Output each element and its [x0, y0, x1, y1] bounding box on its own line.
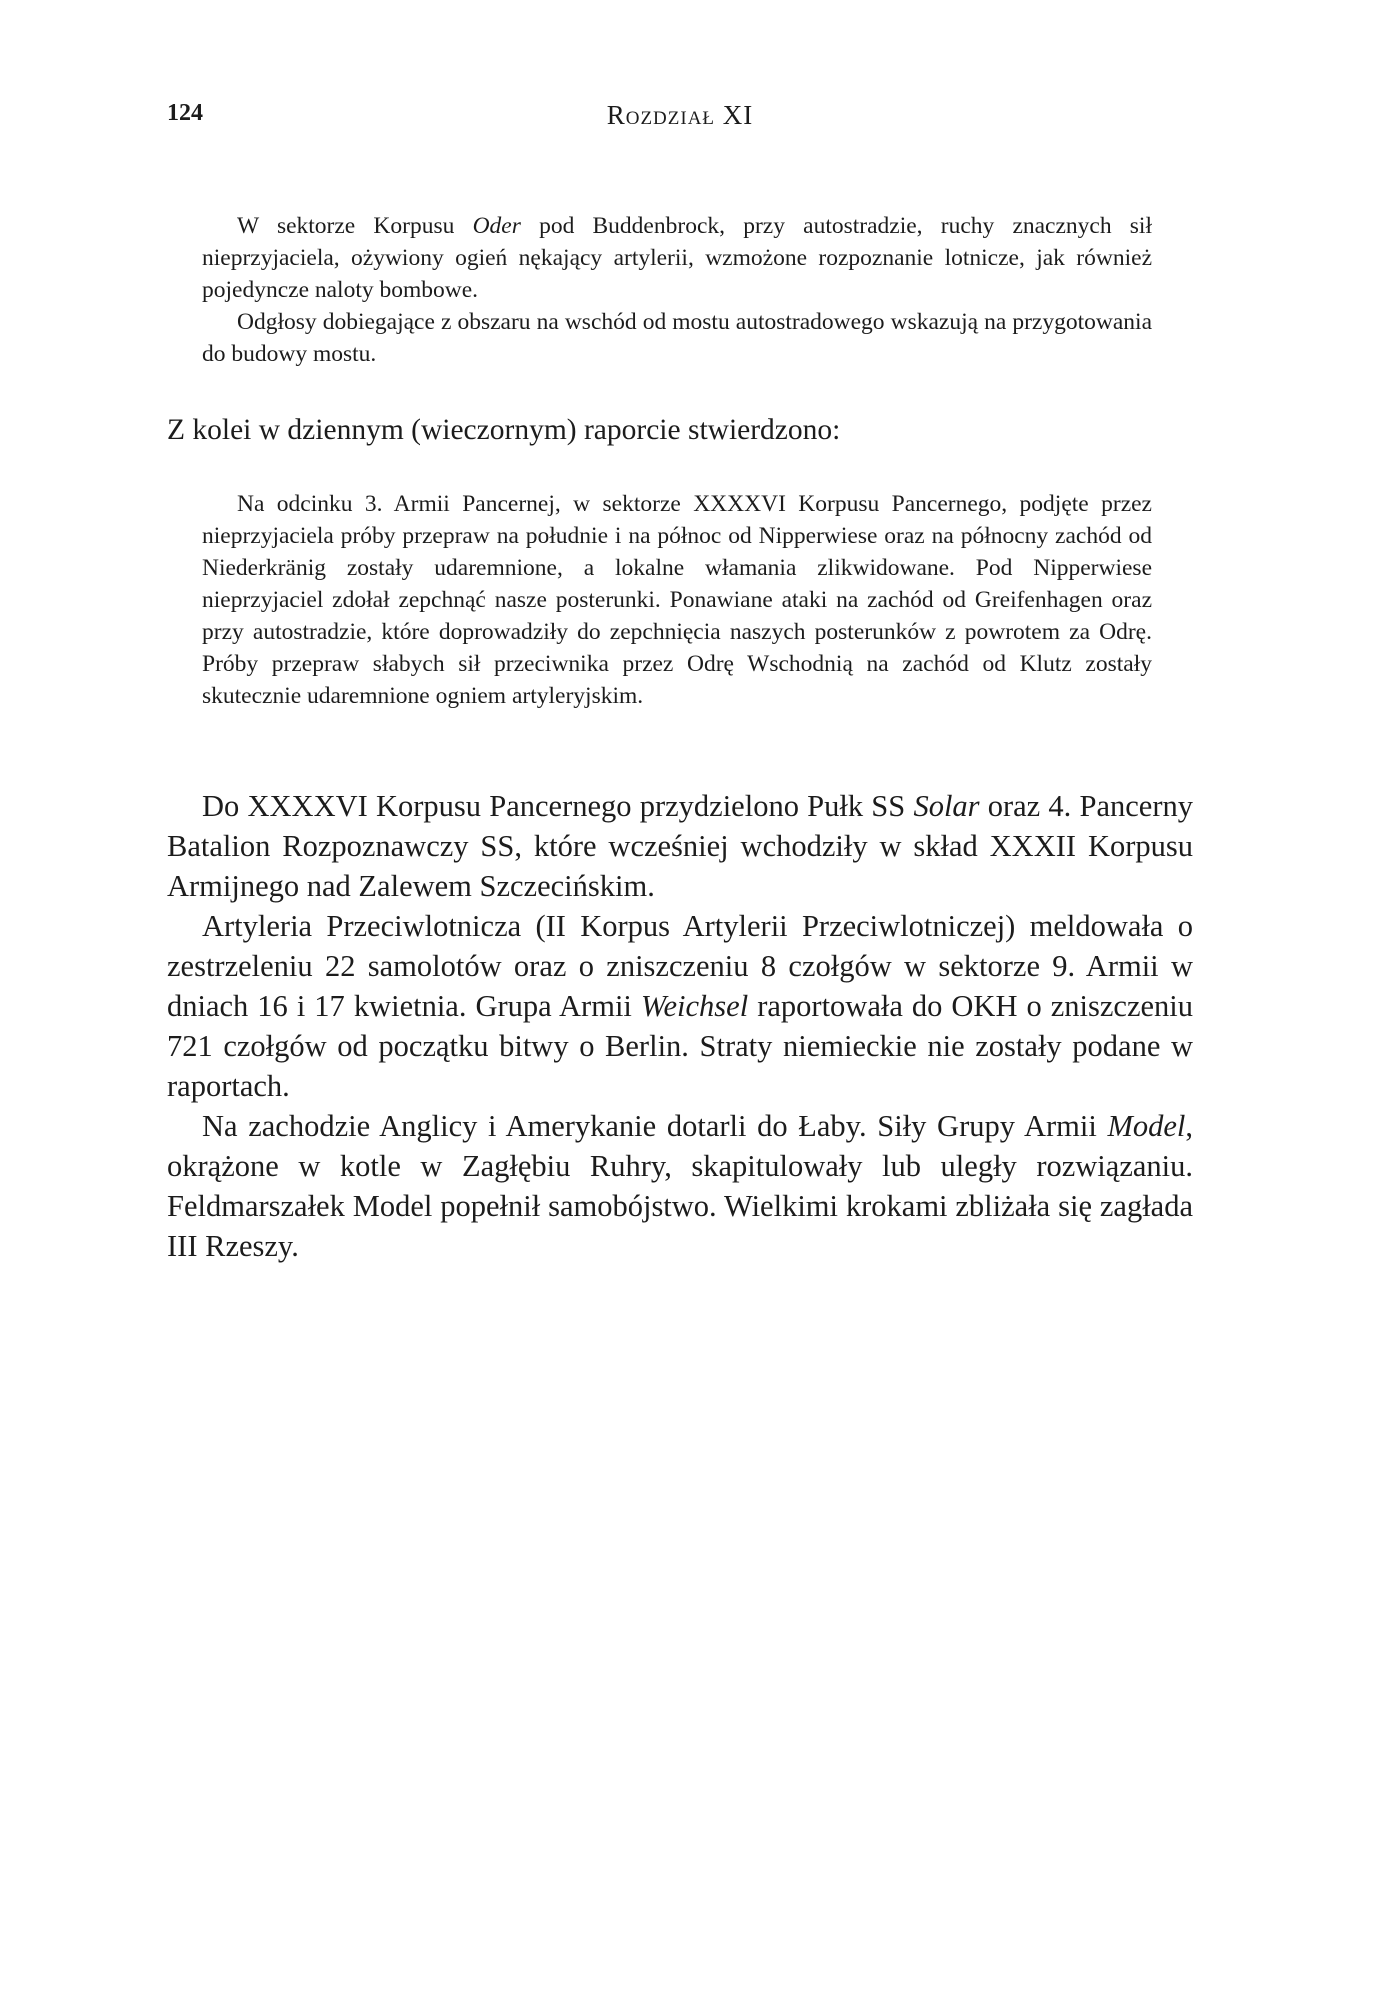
block-quote-1	[202, 210, 1152, 370]
body-paragraph-2: Artyleria Przeciwlotnicza (II Korpus Artylerii Przeciwlotniczej) meldowała o zestrzeleniu 22 samolotów oraz o zniszczeniu 8 czołgów w sektorze 9. Armii w dniach 16 i 17 kwietnia. Grupa Armii Weichsel raportowała do OKH o zniszczeniu 721 czołgów od początku bitwy o Berlin. Straty niemieckie nie zostały podane w raportach.	[167, 909, 1193, 1103]
quote-2-paragraph: Na odcinku 3. Armii Pancernej, w sektorze XXXXVI Korpusu Pancernego, podjęte przez nieprzyjaciela próby przepraw na południe i na północ od Nipperwiese oraz na północny zachód od Niederkränig zostały udaremnione, a lokalne włamania zlikwidowane. Pod Nipperwiese nieprzyjaciel zdołał zepchnąć nasze posterunki. Ponawiane ataki na zachód od Greifenhagen oraz przy autostradzie, które doprowadziły do zepchnięcia naszych posterunków z powrotem za Odrę. Próby przepraw słabych sił przeciwnika przez Odrę Wschodnią na zachód od Klutz zostały skutecznie udaremnione ogniem artyleryjskim.	[202, 491, 1152, 709]
page-number: 124	[167, 100, 203, 126]
body-text	[167, 786, 1193, 1266]
army-group-name-italic: Weichsel	[640, 989, 749, 1023]
intro-line: Z kolei w dziennym (wieczornym) raporcie stwierdzono:	[167, 414, 841, 446]
quote-1-paragraph-1: W sektorze Korpusu Oder pod Buddenbrock, przy autostradzie, ruchy znacznych sił nieprzyjaciela, ożywiony ogień nękający artylerii, wzmożone rozpoznanie lotnicze, jak również pojedyncze naloty bombowe.	[202, 213, 1152, 303]
quote-1-paragraph-2: Odgłosy dobiegające z obszaru na wschód od mostu autostradowego wskazują na przygotowania do budowy mostu.	[202, 309, 1152, 367]
chapter-title: Rozdział XI	[606, 100, 754, 130]
army-group-model-italic: Model	[1107, 1109, 1186, 1143]
corps-name-italic: Oder	[472, 213, 521, 239]
block-quote-2	[202, 488, 1152, 712]
body-paragraph-1: Do XXXXVI Korpusu Pancernego przydzielono Pułk SS Solar oraz 4. Pancerny Batalion Rozpoznawczy SS, które wcześniej wchodziły w skład XXXII Korpusu Armijnego nad Zalewem Szczecińskim.	[167, 789, 1193, 903]
regiment-name-italic: Solar	[913, 789, 980, 823]
body-paragraph-3: Na zachodzie Anglicy i Amerykanie dotarli do Łaby. Siły Grupy Armii Model, okrążone w kotle w Zagłębiu Ruhry, skapitulowały lub uległy rozwiązaniu. Feldmarszałek Model popełnił samobójstwo. Wielkimi krokami zbliżała się zagłada III Rzeszy.	[167, 1109, 1193, 1263]
running-head	[167, 100, 1193, 140]
